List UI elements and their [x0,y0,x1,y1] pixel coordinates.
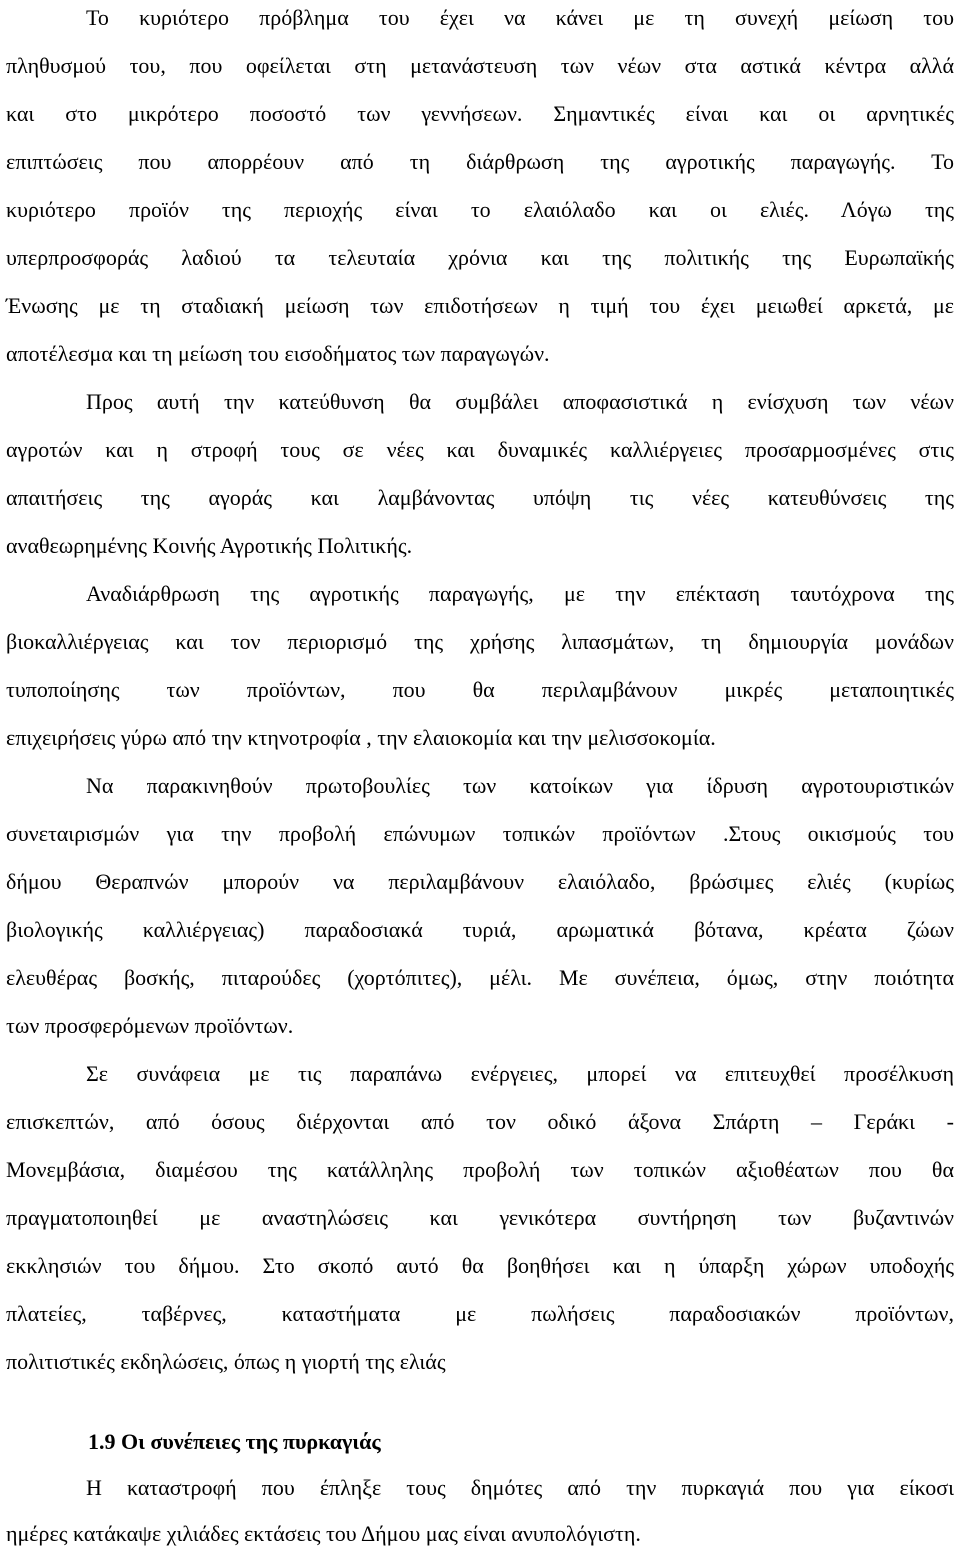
paragraph-2-line-4: αναθεωρημένης Κοινής Αγροτικής Πολιτικής. [6,533,413,558]
paragraph-2-line-1: Προς αυτή την κατεύθυνση θα συμβάλει αποφασιστικά η ενίσχυση των νέων [86,389,954,414]
paragraph-4-line-4: βιολογικής καλλιέργειας) παραδοσιακά τυριά, αρωματικά βότανα, κρέατα ζώων [6,917,954,942]
paragraph-5-line-2: επισκεπτών, από όσους διέρχονται από τον οδικό άξονα Σπάρτη – Γεράκι - [6,1109,954,1134]
paragraph-4-line-5: ελευθέρας βοσκής, πιταρούδες (χορτόπιτες), μέλι. Με συνέπεια, όμως, στην ποιότητα [6,965,954,990]
paragraph-1-line-1: Το κυριότερο πρόβλημα του έχει να κάνει με τη συνεχή μείωση του [86,5,954,30]
paragraph-1-line-4: επιπτώσεις που απορρέουν από τη διάρθρωση της αγροτικής παραγωγής. Το [6,149,954,174]
paragraph-5-line-4: πραγματοποιηθεί με αναστηλώσεις και γενικότερα συντήρηση των βυζαντινών [6,1205,954,1230]
section-heading: 1.9 Οι συνέπειες της πυρκαγιάς [88,1429,381,1454]
paragraph-3-line-1: Αναδιάρθρωση της αγροτικής παραγωγής, με την επέκταση ταυτόχρονα της [86,581,954,606]
paragraph-1-line-5: κυριότερο προϊόν της περιοχής είναι το ελαιόλαδο και οι ελιές. Λόγω της [6,197,954,222]
paragraph-1-line-6: υπερπροσφοράς λαδιού τα τελευταία χρόνια και της πολιτικής της Ευρωπαϊκής [6,245,954,270]
paragraph-2-line-2: αγροτών και η στροφή τους σε νέες και δυναμικές καλλιέργειες προσαρμοσμένες στις [6,437,954,462]
paragraph-2-line-3: απαιτήσεις της αγοράς και λαμβάνοντας υπόψη τις νέες κατευθύνσεις της [6,485,954,510]
paragraph-5-line-7: πολιτιστικές εκδηλώσεις, όπως η γιορτή της ελιάς [6,1349,446,1374]
paragraph-4-line-1: Να παρακινηθούν πρωτοβουλίες των κατοίκων για ίδρυση αγροτουριστικών [86,773,954,798]
paragraph-3-line-4: επιχειρήσεις γύρω από την κτηνοτροφία , την ελαιοκομία και την μελισσοκομία. [6,725,716,750]
paragraph-5-line-3: Μονεμβάσια, διαμέσου της κατάλληλης προβολή των τοπικών αξιοθέατων που θα [6,1157,954,1182]
paragraph-1-line-2: πληθυσμού του, που οφείλεται στη μετανάστευση των νέων στα αστικά κέντρα αλλά [6,53,954,78]
paragraph-1-line-3: και στο μικρότερο ποσοστό των γεννήσεων. Σημαντικές είναι και οι αρνητικές [6,101,954,126]
paragraph-3-line-3: τυποποίησης των προϊόντων, που θα περιλαμβάνουν μικρές μεταποιητικές [6,677,954,702]
paragraph-5-line-6: πλατείες, ταβέρνες, καταστήματα με πωλήσεις παραδοσιακών προϊόντων, [6,1301,954,1326]
paragraph-4-line-3: δήμου Θεραπνών μπορούν να περιλαμβάνουν ελαιόλαδο, βρώσιμες ελιές (κυρίως [6,869,954,894]
paragraph-1-line-8: αποτέλεσμα και τη μείωση του εισοδήματος των παραγωγών. [6,341,550,366]
paragraph-5-line-1: Σε συνάφεια με τις παραπάνω ενέργειες, μπορεί να επιτευχθεί προσέλκυση [86,1061,954,1086]
section-line-1: Η καταστροφή που έπληξε τους δημότες από την πυρκαγιά που για είκοσι [86,1475,954,1500]
section-line-2: ημέρες κατάκαψε χιλιάδες εκτάσεις του Δήμου μας είναι ανυπολόγιστη. [6,1521,641,1546]
paragraph-4-line-2: συνεταιρισμών για την προβολή επώνυμων τοπικών προϊόντων .Στους οικισμούς του [6,821,954,846]
paragraph-1-line-7: Ένωσης με τη σταδιακή μείωση των επιδοτήσεων η τιμή του έχει μειωθεί αρκετά, με [6,293,954,318]
paragraph-4-line-6: των προσφερόμενων προϊόντων. [6,1013,294,1038]
paragraph-5-line-5: εκκλησιών του δήμου. Στο σκοπό αυτό θα βοηθήσει και η ύπαρξη χώρων υποδοχής [6,1253,954,1278]
paragraph-3-line-2: βιοκαλλιέργειας και τον περιορισμό της χρήσης λιπασμάτων, τη δημιουργία μονάδων [6,629,954,654]
